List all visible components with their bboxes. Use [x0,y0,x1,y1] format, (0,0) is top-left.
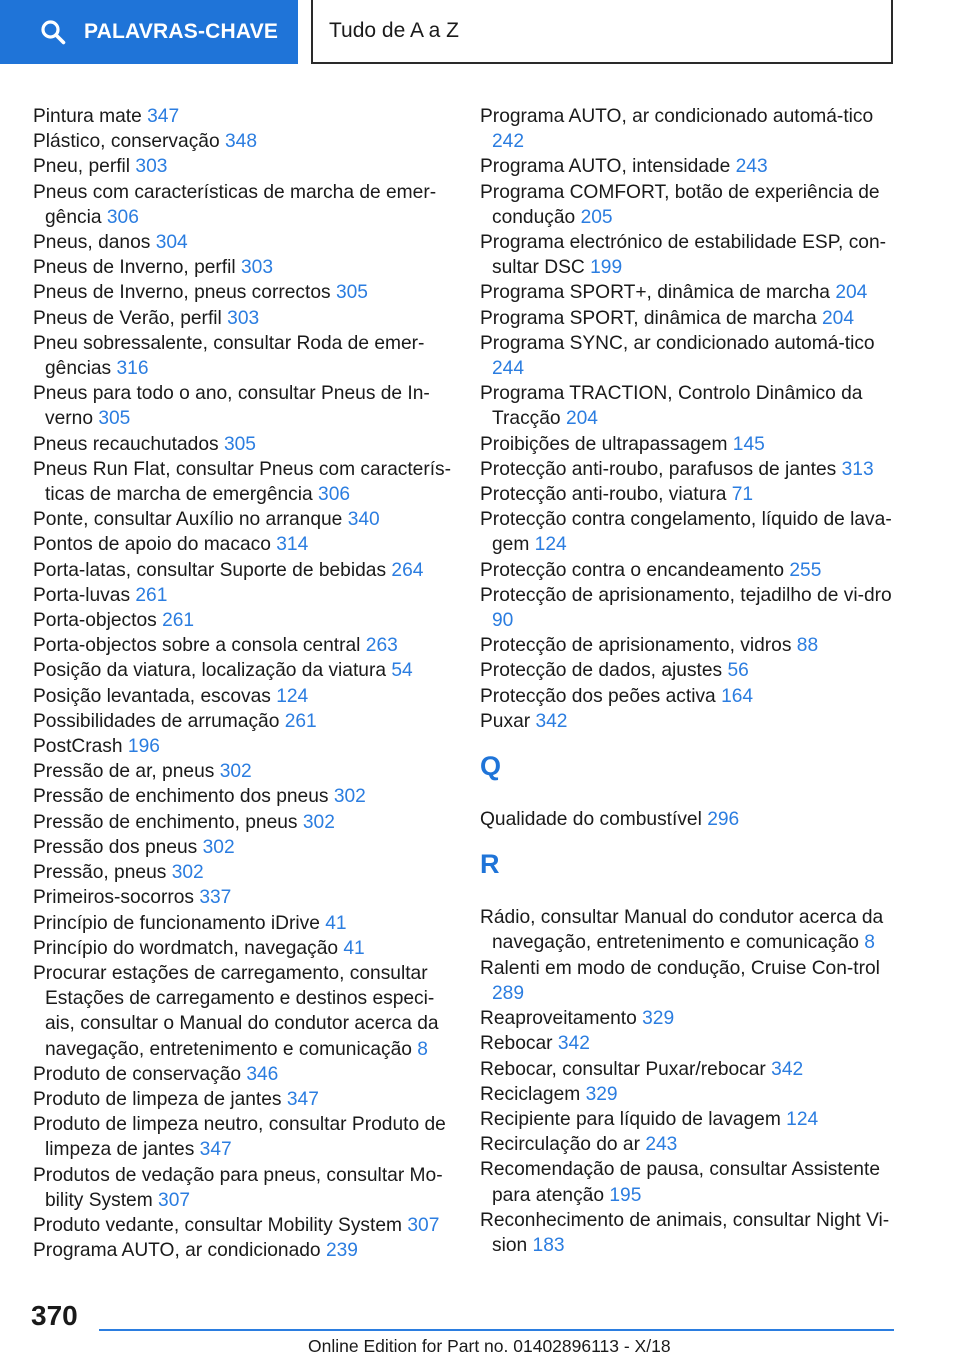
index-entry [33,306,453,331]
page-link[interactable]: 8 [864,932,875,954]
index-entry [33,532,453,557]
entry-text: Protecção dos peões activa [480,685,716,707]
entry-text: Protecção de aprisionamento, tejadilho de vi-dro [480,584,892,606]
page-link[interactable]: 342 [535,710,568,732]
page-link[interactable]: 261 [284,710,317,732]
page-link[interactable]: 41 [343,937,365,959]
index-entry [33,658,453,683]
index-entry [480,633,900,658]
page-link[interactable]: 303 [227,307,260,329]
entry-text: Pressão, pneus [33,862,167,884]
index-entry [33,104,453,129]
entry-text: Reaproveitamento [480,1008,637,1030]
page-link[interactable]: 313 [841,458,874,480]
index-entry [480,104,900,154]
page-link[interactable]: 145 [732,433,765,455]
entry-text: Reconhecimento de animais, consultar Night Vi-sion [480,1209,890,1256]
index-entry [480,1082,900,1107]
entry-text: Produto de limpeza neutro, consultar Produto de limpeza de jantes [33,1114,446,1161]
page-link[interactable]: 88 [796,635,819,657]
entry-text: Pressão de enchimento, pneus [33,811,298,833]
index-entry [33,381,453,431]
entry-text: Pintura mate [33,106,142,127]
page-link[interactable]: 303 [135,156,168,178]
page-link[interactable]: 307 [407,1214,440,1236]
page-link[interactable]: 306 [318,484,351,506]
index-entry [33,558,453,583]
entry-text: Pneus Run Flat, consultar Pneus com caracterís-ticas de marcha de emergência [33,458,452,506]
page-link[interactable]: 314 [276,534,309,556]
page-link[interactable]: 261 [162,610,195,632]
page-link[interactable]: 305 [335,282,368,304]
entry-text: Puxar [480,710,531,732]
entry-text: Plástico, conservação [33,131,220,153]
entry-text: Reciclagem [480,1083,581,1105]
index-entry [480,230,900,280]
page-link[interactable]: 302 [202,836,235,858]
entry-text: Programa SYNC, ar condicionado automá-tico [480,332,875,354]
index-entry [33,230,453,255]
page-link[interactable]: 304 [155,232,188,254]
index-entry [480,482,900,507]
page-link[interactable]: 329 [642,1008,675,1030]
index-entry [33,784,453,809]
entry-text: Produto vedante, consultar Mobility System [33,1214,403,1236]
page-link[interactable]: 205 [580,206,613,228]
index-entry [33,608,453,633]
index-entry [33,684,453,709]
entry-text: Possibilidades de arrumação [33,710,280,732]
index-entry [33,1163,453,1213]
page-link[interactable]: 302 [333,786,366,808]
entry-text: Rebocar, consultar Puxar/rebocar [480,1058,766,1080]
index-entry [480,1107,900,1132]
entry-text: Posição da viatura, localização da viatura [33,660,387,682]
page-link[interactable]: 56 [727,660,749,682]
entry-text: Programa TRACTION, Controlo Dinâmico da Tracção [480,383,863,430]
index-entry [480,905,900,955]
section-letter-r: R [480,849,500,880]
page-link[interactable]: 302 [171,862,204,884]
entry-text: Recomendação de pausa, consultar Assistente para atenção [480,1159,880,1206]
index-entry [480,709,900,734]
entry-text: Programa AUTO, ar condicionado automá-tico [480,106,874,127]
page-link[interactable]: 302 [302,811,335,833]
page-link[interactable]: 307 [158,1189,191,1211]
entry-text: PostCrash [33,736,123,758]
entry-text: Pontos de apoio do macaco [33,534,271,556]
page-link[interactable]: 204 [821,307,854,329]
index-entry [33,154,453,179]
entry-text: Programa AUTO, intensidade [480,156,731,178]
page-link[interactable]: 302 [219,761,252,783]
page-link[interactable]: 264 [391,559,424,581]
index-entry [480,1031,900,1056]
page-link[interactable]: 306 [106,206,139,228]
page-link[interactable]: 243 [645,1134,678,1156]
entry-text: Ralenti em modo de condução, Cruise Con-trol [480,957,880,979]
page-number: 370 [31,1300,78,1331]
index-entry [480,1132,900,1157]
index-entry [33,835,453,860]
index-entry [33,507,453,532]
entry-text: Porta-latas, consultar Suporte de bebidas [33,559,387,581]
a-to-z-tab-label: Tudo de A a Z [329,19,459,42]
entry-text: Qualidade do combustível [480,809,702,831]
index-entry [33,911,453,936]
entry-text: Protecção de dados, ajustes [480,660,723,682]
entry-text: Pressão dos pneus [33,836,198,858]
page-link[interactable]: 263 [365,635,398,657]
index-entry [480,331,900,381]
index-entry [480,507,900,557]
index-entry [480,583,900,633]
index-entry [33,1087,453,1112]
entry-text: Porta-objectos sobre a consola central [33,635,361,657]
index-entry [33,1238,453,1263]
entry-text: Produto de conservação [33,1063,241,1085]
page-link[interactable]: 124 [534,534,567,556]
entry-list-q [480,807,900,832]
entry-text: Porta-luvas [33,584,131,606]
index-entry [480,1157,900,1207]
a-to-z-tab[interactable] [311,0,893,64]
index-column-left [33,104,453,1263]
index-entry [33,1213,453,1238]
page-header [0,0,960,66]
page-link[interactable]: 242 [492,131,525,153]
entry-text: Rebocar [480,1033,553,1055]
index-entry [33,1062,453,1087]
entry-text: Primeiros-socorros [33,887,194,909]
index-entry [480,306,900,331]
page-link[interactable]: 342 [771,1058,804,1080]
index-entry [33,583,453,608]
page-link[interactable]: 303 [241,257,274,279]
entry-text: Protecção de aprisionamento, vidros [480,635,792,657]
entry-text: Pneus de Verão, perfil [33,307,222,329]
entry-text: Pneus de Inverno, perfil [33,257,236,279]
entry-text: Protecção contra o encandeamento [480,559,785,581]
entry-text: Pneus, danos [33,232,151,254]
index-entry [33,885,453,910]
page-link[interactable]: 204 [565,408,598,430]
page-link[interactable]: 337 [199,887,232,909]
index-entry [33,432,453,457]
entry-text: Princípio do wordmatch, navegação [33,937,339,959]
page-link[interactable]: 244 [492,358,525,380]
entry-text: Programa SPORT, dinâmica de marcha [480,307,817,329]
index-entry [480,457,900,482]
index-entry [480,180,900,230]
entry-text: Pressão de ar, pneus [33,761,215,783]
page-link[interactable]: 346 [246,1063,279,1085]
page-link[interactable]: 196 [127,736,160,758]
page-link[interactable]: 8 [417,1038,428,1060]
index-entry [33,961,453,1062]
index-entry [33,709,453,734]
page-link[interactable]: 347 [286,1088,319,1110]
entry-text: Programa SPORT+, dinâmica de marcha [480,282,830,304]
entry-text: Recirculação do ar [480,1134,640,1156]
entry-text: Procurar estações de carregamento, consultar Estações de carregamento e destinos especi-ais, consultar o Manual do condutor acerca da navegação, entretenimento e comunicação [33,962,439,1060]
section-letter-q: Q [480,751,502,782]
entry-text: Proibições de ultrapassagem [480,433,728,455]
index-entry [33,1112,453,1162]
entry-text: Pneus para todo o ano, consultar Pneus de In-verno [33,383,430,430]
entry-text: Programa COMFORT, botão de experiência de condução [480,181,880,228]
entry-text: Recipiente para líquido de lavagem [480,1108,781,1130]
index-entry [33,810,453,835]
index-entry [480,1057,900,1082]
index-entry [480,558,900,583]
page-link[interactable]: 41 [325,912,347,934]
page-link[interactable]: 124 [276,685,309,707]
page-link[interactable]: 261 [135,584,168,606]
entry-text: Produtos de vedação para pneus, consultar Mo-bility System [33,1164,443,1211]
page-link[interactable]: 54 [391,660,413,682]
page-link[interactable]: 243 [735,156,768,178]
entry-text: Pneus com características de marcha de emer-gência [33,181,437,228]
entry-text: Protecção anti-roubo, parafusos de jantes [480,458,837,480]
page-link[interactable]: 71 [731,484,754,506]
index-entry [33,129,453,154]
page-link[interactable]: 124 [786,1108,819,1130]
page-link[interactable]: 347 [199,1139,232,1161]
entry-text: Pressão de enchimento dos pneus [33,786,329,808]
page-link[interactable]: 289 [492,982,525,1004]
index-column-right [480,104,900,1258]
search-icon [40,19,66,45]
entry-text: Pneu sobressalente, consultar Roda de emer-gências [33,332,425,380]
index-entry [33,457,453,507]
index-entry [480,1208,900,1258]
index-entry [480,1006,900,1031]
page-link[interactable]: 255 [789,559,822,581]
index-entry [480,684,900,709]
page-link[interactable]: 204 [835,282,868,304]
entry-text: Pneus recauchutados [33,433,219,455]
left-entry-list [33,104,453,1263]
index-entry [480,432,900,457]
index-entry [480,807,900,832]
page-link[interactable]: 183 [532,1234,565,1256]
entry-text: Protecção contra congelamento, líquido de lava-gem [480,509,892,556]
index-entry [480,381,900,431]
entry-text: Programa electrónico de estabilidade ESP, con-sultar DSC [480,232,887,279]
index-entry [33,860,453,885]
entry-text: Ponte, consultar Auxílio no arranque [33,509,343,531]
entry-text: Rádio, consultar Manual do condutor acerca da navegação, entretenimento e comunicação [480,907,884,954]
index-entry [33,255,453,280]
page-link[interactable]: 239 [325,1240,358,1262]
entry-list-r [480,905,900,1258]
keywords-tab-label: PALAVRAS-CHAVE [84,20,279,43]
index-entry [33,180,453,230]
entry-text: Princípio de funcionamento iDrive [33,912,320,934]
page-link[interactable]: 316 [116,358,149,380]
footer-divider [99,1329,894,1331]
page-link[interactable]: 347 [147,106,180,127]
index-entry [33,759,453,784]
entry-text: Pneus de Inverno, pneus correctos [33,282,331,304]
entry-text: Porta-objectos [33,610,157,632]
page-link[interactable]: 195 [609,1184,642,1206]
page-link[interactable]: 305 [223,433,256,455]
page-link[interactable]: 199 [590,257,623,279]
entry-text: Programa AUTO, ar condicionado [33,1240,321,1262]
index-entry [480,956,900,1006]
index-entry [480,280,900,305]
index-entry [480,154,900,179]
entry-text: Protecção anti-roubo, viatura [480,484,727,506]
edition-footer: Online Edition for Part no. 01402896113 - X/18 [308,1336,671,1356]
entry-text: Posição levantada, escovas [33,685,271,707]
index-entry [33,633,453,658]
page-link[interactable]: 329 [585,1083,618,1105]
keywords-tab[interactable] [0,0,298,64]
page-link[interactable]: 164 [721,685,754,707]
page-link[interactable]: 340 [347,509,380,531]
page-link[interactable]: 342 [557,1033,590,1055]
page-link[interactable]: 348 [224,131,257,153]
page-link[interactable]: 296 [707,809,740,831]
page-link[interactable]: 305 [98,408,131,430]
entry-text: Produto de limpeza de jantes [33,1088,282,1110]
index-entry [33,936,453,961]
entry-text: Pneu, perfil [33,156,131,178]
page-link[interactable]: 90 [492,610,514,632]
index-entry [480,658,900,683]
index-entry [33,331,453,381]
right-entry-list-p [480,104,900,734]
index-entry [33,734,453,759]
index-entry [33,280,453,305]
